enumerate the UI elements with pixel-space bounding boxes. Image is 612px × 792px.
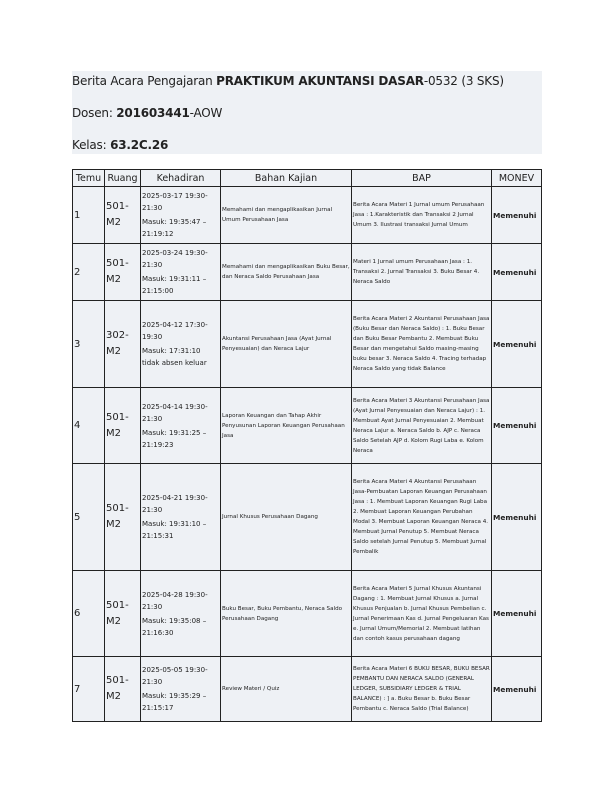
- cell-bahan-kajian: Memahami dan mengaplikasikan Jurnal Umum Perusahaan Jasa: [221, 187, 352, 244]
- cell-bap: Berita Acara Materi 6 BUKU BESAR, BUKU BESAR PEMBANTU DAN NERACA SALDO (GENERAL LEDGER, SUBSIDIARY LEDGER & TRIAL BALANCE) : ] a. Buku Besar b. Buku Besar Pembantu c. Neraca Saldo (Trial Balance): [352, 657, 492, 722]
- cell-kehadiran: [141, 187, 221, 244]
- cell-ruang: 302-M2: [105, 301, 141, 388]
- table-row: [73, 388, 542, 464]
- table-row: [73, 187, 542, 244]
- check-in-time: Masuk: 19:31:10 – 21:15:31: [142, 520, 207, 540]
- table-row: [73, 571, 542, 657]
- cell-temu: 3: [73, 301, 105, 388]
- schedule-time: 2025-03-17 19:30-21:30: [142, 192, 208, 212]
- cell-kehadiran: [141, 244, 221, 301]
- cell-temu: 1: [73, 187, 105, 244]
- cell-temu: 4: [73, 388, 105, 464]
- check-in-time: Masuk: 19:35:08 – 21:16:30: [142, 616, 207, 637]
- lecturer-id: 201603441: [116, 106, 190, 120]
- cell-monev: Memenuhi: [492, 388, 542, 464]
- cell-kehadiran: [141, 388, 221, 464]
- attendance-table: [72, 169, 542, 722]
- cell-temu: 5: [73, 464, 105, 571]
- col-header-bahan-kajian: Bahan Kajian: [221, 170, 352, 187]
- lecturer-line: Dosen: 201603441-AOW: [72, 106, 223, 120]
- col-header-bap: BAP: [352, 170, 492, 187]
- cell-bap: Berita Acara Materi 5 Jurnal Khusus Akuntansi Dagang : 1. Membuat Jurnal Khusus a. Jurnal Khusus Penjualan b. Jurnal Khusus Pembelian c. Jurnal Penerimaan Kas d. Jurnal Pengeluaran Kas e. Jurnal Umum/Memorial 2. Membuat latihan dan contoh kasus perusahaan dagang: [352, 571, 492, 657]
- cell-ruang: 501-M2: [105, 388, 141, 464]
- check-in-time: Masuk: 19:35:29 – 21:15:17: [142, 692, 207, 712]
- col-header-kehadiran: Kehadiran: [141, 170, 221, 187]
- report-title: Berita Acara Pengajaran PRAKTIKUM AKUNTANSI DASAR-0532 (3 SKS): [72, 74, 504, 88]
- cell-ruang: 501-M2: [105, 657, 141, 722]
- cell-monev: Memenuhi: [492, 301, 542, 388]
- cell-ruang: 501-M2: [105, 187, 141, 244]
- schedule-time: 2025-04-14 19:30-21:30: [142, 402, 208, 423]
- schedule-time: 2025-04-21 19:30-21:30: [142, 494, 208, 514]
- course-name: PRAKTIKUM AKUNTANSI DASAR: [216, 74, 424, 88]
- col-header-monev: MONEV: [492, 170, 542, 187]
- table-row: [73, 244, 542, 301]
- cell-bap: Berita Acara Materi 1 Jurnal umum Perusahaan Jasa : 1.Karakteristik dan Transaksi 2 Jurnal Umum 3. Ilustrasi transaksi Jurnal Umum: [352, 187, 492, 244]
- check-in-time: Masuk: 19:31:11 – 21:15:00: [142, 275, 207, 295]
- cell-monev: Memenuhi: [492, 187, 542, 244]
- cell-bahan-kajian: Laporan Keuangan dan Tahap Akhir Penyusunan Laporan Keuangan Perusahaan Jasa: [221, 388, 352, 464]
- schedule-time: 2025-03-24 19:30-21:30: [142, 249, 208, 269]
- cell-bahan-kajian: Memahami dan mengaplikasikan Buku Besar, dan Neraca Saldo Perusahaan Jasa: [221, 244, 352, 301]
- table-row: [73, 657, 542, 722]
- cell-kehadiran: [141, 571, 221, 657]
- schedule-time: 2025-04-12 17:30-19:30: [142, 321, 208, 341]
- schedule-time: 2025-04-28 19:30-21:30: [142, 590, 208, 611]
- cell-bap: Berita Acara Materi 2 Akuntansi Perusahaan Jasa (Buku Besar dan Neraca Saldo) : 1. Buku Besar dan Buku Besar Pembantu 2. Membuat Buku Besar dan mengetahui Saldo masing-masing buku besar 3. Neraca Saldo 4. Tracing terhadap Neraca Saldo yang tidak Balance: [352, 301, 492, 388]
- table-header-row: [73, 170, 542, 187]
- cell-kehadiran: [141, 657, 221, 722]
- cell-temu: 2: [73, 244, 105, 301]
- cell-kehadiran: [141, 464, 221, 571]
- cell-bahan-kajian: Jurnal Khusus Perusahaan Dagang: [221, 464, 352, 571]
- table-row: [73, 301, 542, 388]
- class-code: 63.2C.26: [110, 138, 169, 152]
- check-in-time: Masuk: 17:31:10 tidak absen keluar: [142, 347, 207, 367]
- cell-bahan-kajian: Buku Besar, Buku Pembantu, Neraca Saldo Perusahaan Dagang: [221, 571, 352, 657]
- check-in-time: Masuk: 19:35:47 – 21:19:12: [142, 218, 207, 238]
- col-header-ruang: Ruang: [105, 170, 141, 187]
- class-line: Kelas: 63.2C.26: [72, 138, 169, 152]
- cell-monev: Memenuhi: [492, 571, 542, 657]
- table-row: [73, 464, 542, 571]
- cell-bahan-kajian: Review Materi / Quiz: [221, 657, 352, 722]
- col-header-temu: Temu: [73, 170, 105, 187]
- cell-monev: Memenuhi: [492, 244, 542, 301]
- cell-temu: 6: [73, 571, 105, 657]
- cell-monev: Memenuhi: [492, 657, 542, 722]
- cell-bap: Berita Acara Materi 4 Akuntansi Perusahaan Jasa-Pembuatan Laporan Keuangan Perusahaan Jasa : 1. Membuat Laporan Keuangan Rugi Laba 2. Membuat Laporan Keuangan Perubahan Modal 3. Membuat Laporan Keuangan Neraca 4. Membuat Jurnal Penutup 5. Membuat Neraca Saldo setelah Jurnal Penutup 5. Membuat Jurnal Pembalik: [352, 464, 492, 571]
- report-header: [72, 71, 542, 154]
- cell-monev: Memenuhi: [492, 464, 542, 571]
- cell-bahan-kajian: Akuntansi Perusahaan Jasa (Ayat Jurnal Penyesuaian) dan Neraca Lajur: [221, 301, 352, 388]
- schedule-time: 2025-05-05 19:30-21:30: [142, 666, 208, 686]
- cell-kehadiran: [141, 301, 221, 388]
- cell-ruang: 501-M2: [105, 464, 141, 571]
- cell-bap: Materi 1 Jurnal umum Perusahaan Jasa : 1. Transaksi 2. Jurnal Transaksi 3. Buku Besar 4. Neraca Saldo: [352, 244, 492, 301]
- cell-ruang: 501-M2: [105, 244, 141, 301]
- cell-ruang: 501-M2: [105, 571, 141, 657]
- cell-bap: Berita Acara Materi 3 Akuntansi Perusahaan Jasa (Ayat Jurnal Penyesuaian dan Neraca Lajur) : 1. Membuat Ayat Jurnal Penyesuaian 2. Membuat Neraca Lajur a. Neraca Saldo b. AJP c. Neraca Saldo Setelah AJP d. Kolom Rugi Laba e. Kolom Neraca: [352, 388, 492, 464]
- cell-temu: 7: [73, 657, 105, 722]
- check-in-time: Masuk: 19:31:25 – 21:19:23: [142, 428, 207, 449]
